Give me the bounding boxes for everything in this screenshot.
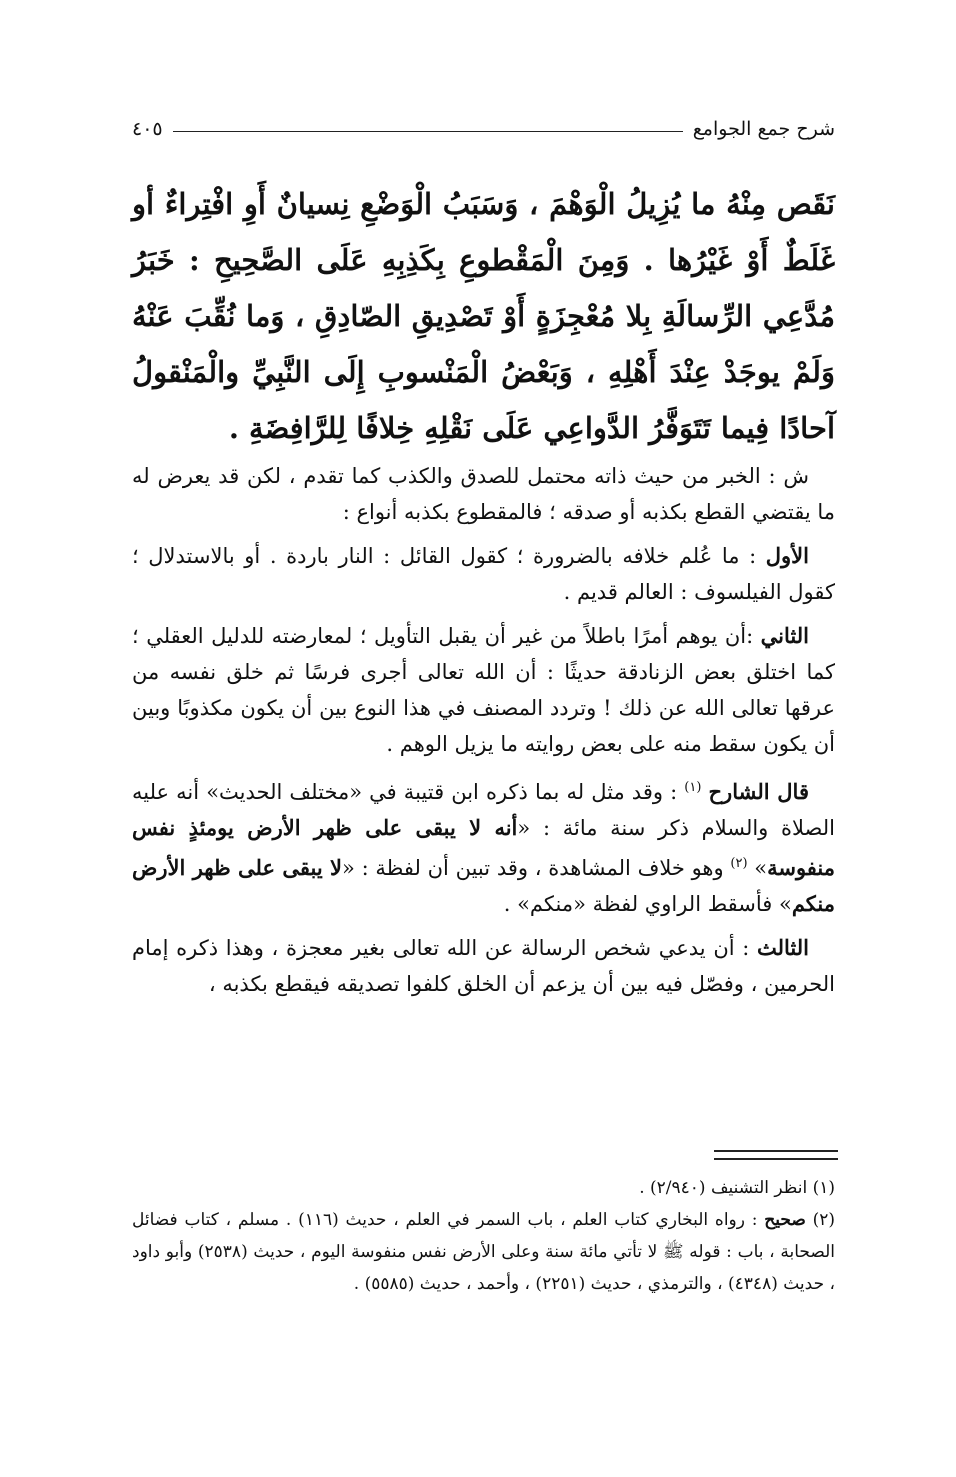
footnote-1: (١) انظر التشنيف (٢/٩٤٠) . <box>639 1178 835 1198</box>
matn-text: نَقَص مِنْهُ ما يُزِيلُ الْوَهْمَ ، وَسَبَبُ الْوَضْعِ نِسيانٌ أَوِ افْتِراءٌ أو غَلَطٌ أَوْ غَيْرُها . وَمِنَ الْمَقْطوعِ بِكَذِبِهِ عَلَى الصَّحِيحِ : خَبَرُ مُدَّعِي الرِّسالَةِ بِلا مُعْجِزَةٍ أَوْ تَصْدِيقِ الصّادِقِ ، وَما نُقِّبَ عَنْهُ وَلَمْ يوجَدْ عِنْدَ أَهْلِهِ ، وَبَعْضُ الْمَنْسوبِ إِلَى النَّبِيِّ والْمَنْقولُ آحادًا فِيما تَتَوَفَّرُ الدَّواعِي عَلَى نَقْلِهِ خِلافًا لِلرَّافِضَةِ . <box>132 187 835 445</box>
sharh-sharih-quote <box>132 770 835 922</box>
second-type-text: :أن يوهم أمرًا باطلاً من غير أن يقبل التأويل ؛ لمعارضته للدليل العقلي ؛ كما اختلق بعض الزنادقة حديثًا : أن الله تعالى أجرى فرسًا ثم خلق نفسه من عرقها تعالى الله عن ذلك ! وتردد المصنف في هذا النوع بين أن يكون مكذوبًا وبين أن يكون سقط منه على بعض روايته ما يزيل الوهم . <box>132 624 835 756</box>
header-rule <box>173 131 683 132</box>
hadith-quote-1: أنه لا يبقى على ظهر الأرض يومئذٍ نفس منفوسة <box>132 815 836 880</box>
page-number: ٤٠٥ <box>132 118 163 140</box>
running-header <box>132 112 835 146</box>
sharih-text-1: : وقد مثل له بما ذكره ابن قتيبة في «مختلف الحديث» أنه عليه الصلاة والسلام ذكر سنة مائة : « <box>132 780 835 840</box>
footnotes <box>132 1172 835 1300</box>
second-type-label: الثاني <box>760 623 809 648</box>
third-type-label: الثالث <box>757 935 809 960</box>
sharh-second-type <box>132 618 835 762</box>
first-type-text: : ما عُلم خلافه بالضرورة ؛ كقول القائل : النار باردة . أو بالاستدلال ؛ كقول الفيلسوف : العالم قديم . <box>132 544 835 604</box>
sharih-text-4: » فأسقط الراوي لفظة «منكم» . <box>503 892 792 916</box>
footnote-2 <box>132 1204 835 1300</box>
footnote-2-grade: صحيح <box>764 1210 806 1230</box>
third-type-text: : أن يدعي شخص الرسالة عن الله تعالى بغير معجزة ، وهذا ذكره إمام الحرمين ، وفصّل فيه بين أن يزعم أن الخلق كلفوا تصديقه فيقطع بكذبه ، <box>132 936 835 996</box>
sharh-third-type <box>132 930 835 1002</box>
sharh-body <box>132 458 835 1010</box>
footnote-2-text: : رواه البخاري كتاب العلم ، باب السمر في العلم ، حديث (١١٦) . مسلم ، كتاب فضائل الصحابة ، باب : قوله ﷺ لا تأتي مائة سنة وعلى الأرض نفس منفوسة اليوم ، حديث (٢٥٣٨) وأبو داود ، حديث (٤٣٤٨) ، والترمذي ، حديث (٢٢٥١) ، وأحمد ، حديث (٥٥٨٥) . <box>132 1210 835 1294</box>
first-type-label: الأول <box>765 543 809 568</box>
footnote-ref-2: (٢) <box>730 856 748 871</box>
header-title: شرح جمع الجوامع <box>692 118 835 140</box>
footnote-ref-1: (١) <box>684 780 702 795</box>
sharh-first-type <box>132 538 835 610</box>
hadith-quote-2: لا يبقى على ظهر الأرض منكم <box>132 855 835 916</box>
sharih-text-3: وهو خلاف المشاهدة ، وقد تبين أن لفظة : « <box>342 856 731 880</box>
footnote-separator <box>714 1150 838 1160</box>
footnote-2-number: (٢) <box>805 1210 835 1230</box>
sharh-intro: ش : الخبر من حيث ذاته محتمل للصدق والكذب كما تقدم ، لكن قد يعرض له ما يقتضي القطع بكذبه أو صدقه ؛ فالمقطوع بكذبه أنواع : <box>132 464 835 524</box>
sharih-label: قال الشارح <box>708 779 809 804</box>
sharih-text-2: » <box>747 856 768 880</box>
